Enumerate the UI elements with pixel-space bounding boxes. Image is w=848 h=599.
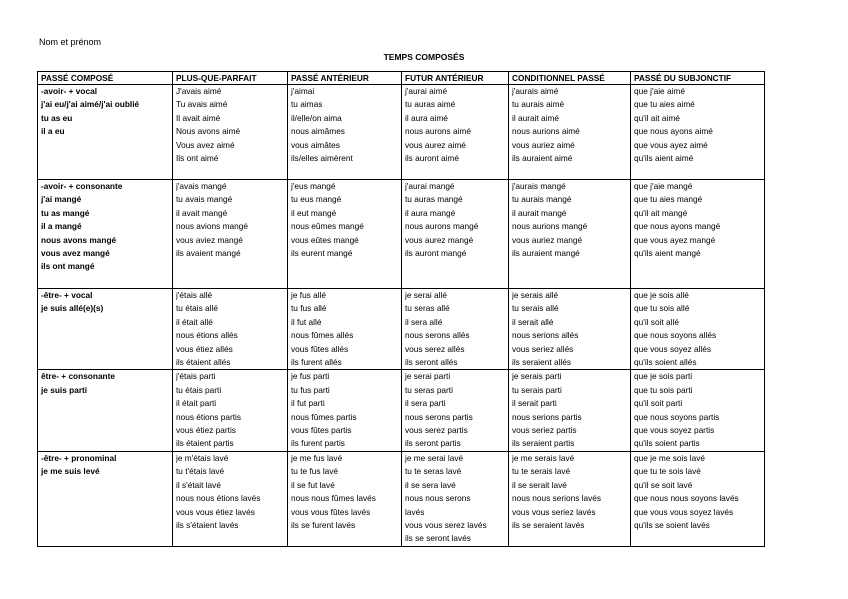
conjugation-line: qu'il se soit lavé [634,479,693,490]
table-cell [173,370,288,451]
conjugation-line: il aurait aimé [512,112,560,123]
conjugation-line: il a eu [41,126,65,137]
conjugation-line: je serais allé [512,290,559,300]
conjugation-line: j'aimai [291,86,315,96]
conjugation-line: je serais parti [512,371,562,382]
conjugation-line: vous serez allés [405,343,465,354]
conjugation-line: ils eurent mangé [291,248,353,259]
conjugation-line: il était parti [176,398,217,409]
conjugation-line: qu'ils se soient lavés [634,519,710,530]
conjugation-line: j'ai mangé [41,194,82,205]
conjugation-line: tu aimas [291,99,323,110]
conjugation-line: je m'étais lavé [176,452,229,463]
conjugation-line: ils seront allés [405,357,458,368]
conjugation-line: -être- + pronominal [41,452,117,463]
conjugation-line: que tu sois allé [634,303,690,314]
conjugation-line: je me serai lavé [405,452,464,463]
conjugation-line: j'étais allé [176,290,213,300]
conjugation-line: lavés [405,506,425,517]
conjugation-line: -être- + vocal [41,290,93,300]
conjugation-line: que nous soyons allés [634,330,717,341]
column-header: FUTUR ANTÉRIEUR [402,72,509,85]
conjugation-line: il aura mangé [405,207,456,218]
conjugation-line: ils ont mangé [41,261,95,272]
conjugation-line: qu'ils aient mangé [634,248,701,259]
conjugation-line: Nous avons aimé [176,126,241,137]
conjugation-line: Tu avais aimé [176,99,228,110]
conjugation-line: ils seraient partis [512,438,575,449]
conjugation-line: je suis allé(e)(s) [41,303,104,314]
conjugation-line: nous nous fûmes lavés [291,493,376,504]
table-cell [402,289,509,370]
conjugation-line: ils étaient allés [176,357,231,368]
table-cell [509,370,631,451]
conjugation-line: que j'aie mangé [634,181,693,191]
conjugation-line: tu fus allé [291,303,327,314]
conjugation-line: je me serais lavé [512,452,575,463]
conjugation-line: qu'il ait mangé [634,207,688,218]
table-cell [288,370,402,451]
conjugation-line: vous seriez allés [512,343,574,354]
table-cell [631,289,765,370]
conjugation-line: nous nous serons [405,493,471,504]
conjugation-line: j'avais mangé [176,181,227,191]
conjugation-line: que tu aies aimé [634,99,695,110]
conjugation-line: ils furent allés [291,357,342,368]
conjugation-line: tu seras parti [405,384,453,395]
column-header: PASSÉ ANTÉRIEUR [288,72,402,85]
conjugation-line: ils s'étaient lavés [176,519,239,530]
conjugation-line: vous étiez allés [176,343,233,354]
table-cell [509,451,631,546]
conjugation-line: tu auras aimé [405,99,456,110]
table-row [38,451,765,546]
conjugation-line: il a mangé [41,221,82,232]
conjugation-line: qu'ils aient aimé [634,153,694,164]
conjugation-table [37,71,765,547]
column-header: PLUS-QUE-PARFAIT [173,72,288,85]
conjugation-line: nous avons mangé [41,234,117,245]
conjugation-line: qu'il soit parti [634,398,683,409]
conjugation-line: il se fut lavé [291,479,335,490]
conjugation-line: vous avez mangé [41,248,110,259]
conjugation-line: ils avaient mangé [176,248,241,259]
conjugation-line: j'étais parti [176,371,216,382]
conjugation-line: j'ai eu/j'ai aimé/j'ai oublié [41,99,140,110]
conjugation-line: qu'il soit allé [634,316,679,327]
table-cell [402,451,509,546]
conjugation-line: -avoir- + consonante [41,181,123,191]
conjugation-line: il avait mangé [176,207,228,218]
table-cell [631,85,765,180]
conjugation-line: tu serais parti [512,384,562,395]
conjugation-line: J'avais aimé [176,86,222,96]
header-row [38,72,765,85]
column-header: CONDITIONNEL PASSÉ [509,72,631,85]
table-cell [509,289,631,370]
column-header: PASSÉ DU SUBJONCTIF [631,72,765,85]
conjugation-line: vous seriez partis [512,425,577,436]
conjugation-line: nous aurons aimé [405,126,471,137]
conjugation-line: ils se furent lavés [291,519,356,530]
conjugation-line: -avoir- + vocal [41,86,98,96]
column-header: PASSÉ COMPOSÉ [38,72,173,85]
conjugation-line: il se sera lavé [405,479,456,490]
conjugation-line: ils se seront lavés [405,533,471,544]
conjugation-line: il serait parti [512,398,557,409]
conjugation-line: Il avait aimé [176,112,221,123]
conjugation-line: nous étions allés [176,330,238,341]
conjugation-line: je me fus lavé [291,452,343,463]
conjugation-line: que tu aies mangé [634,194,703,205]
conjugation-line: il sera parti [405,398,446,409]
conjugation-line: tu as eu [41,112,73,123]
conjugation-line: que vous soyez partis [634,425,715,436]
conjugation-line: j'aurais aimé [512,86,559,96]
conjugation-line: nous étions partis [176,411,242,422]
conjugation-line: vous fûtes allés [291,343,349,354]
conjugation-line: que vous ayez mangé [634,234,716,245]
conjugation-line: tu te seras lavé [405,466,462,477]
table-row [38,85,765,180]
table-cell [402,180,509,289]
table-cell [38,85,173,180]
conjugation-line: que j'aie aimé [634,86,685,96]
conjugation-line: Vous avez aimé [176,139,235,150]
table-cell [402,370,509,451]
conjugation-line: que je me sois lavé [634,452,706,463]
conjugation-line: il eut mangé [291,207,337,218]
conjugation-line: je suis parti [41,384,88,395]
conjugation-line: que vous vous soyez lavés [634,506,734,517]
conjugation-line: nous serions partis [512,411,582,422]
table-cell [288,85,402,180]
table-cell [631,180,765,289]
conjugation-line: tu te fus lavé [291,466,339,477]
conjugation-line: vous aurez aimé [405,139,466,150]
conjugation-line: vous aurez mangé [405,234,474,245]
conjugation-line: que tu te sois lavé [634,466,701,477]
table-cell [631,370,765,451]
document-title: TEMPS COMPOSÉS [383,52,465,62]
conjugation-line: je serai parti [405,371,451,382]
conjugation-line: il serait allé [512,316,554,327]
conjugation-line: nous avions mangé [176,221,248,232]
conjugation-line: vous vous fûtes lavés [291,506,371,517]
conjugation-line: nous fûmes allés [291,330,354,341]
table-cell [402,85,509,180]
conjugation-line: tu étais parti [176,384,222,395]
conjugation-line: je fus parti [291,371,330,382]
table-cell [509,85,631,180]
table-cell [38,289,173,370]
conjugation-line: que nous nous soyons lavés [634,493,739,504]
conjugation-line: il fut allé [291,316,322,327]
conjugation-line: je me suis levé [41,466,100,477]
conjugation-line: ils furent partis [291,438,345,449]
conjugation-line: nous serons partis [405,411,473,422]
conjugation-line: que je sois allé [634,290,689,300]
conjugation-line: que vous ayez aimé [634,139,708,150]
conjugation-line: être- + consonante [41,371,115,382]
conjugation-line: j'aurais mangé [512,181,566,191]
conjugation-line: tu aurais aimé [512,99,565,110]
conjugation-line: vous vous seriez lavés [512,506,596,517]
conjugation-line: ils auraient aimé [512,153,573,164]
conjugation-line: nous nous serions lavés [512,493,602,504]
table-cell [173,451,288,546]
conjugation-line: il était allé [176,316,213,327]
conjugation-line: tu étais allé [176,303,218,314]
conjugation-line: que je sois parti [634,371,693,382]
conjugation-line: ils auront aimé [405,153,459,164]
conjugation-line: que nous ayons aimé [634,126,713,137]
table-cell [509,180,631,289]
conjugation-line: vous fûtes partis [291,425,352,436]
conjugation-line: ils seront partis [405,438,461,449]
table-cell [288,180,402,289]
conjugation-line: qu'ils soient partis [634,438,700,449]
conjugation-line: ils/elles aimèrent [291,153,353,164]
table-cell [173,85,288,180]
conjugation-line: ils seraient allés [512,357,572,368]
conjugation-line: vous serez partis [405,425,468,436]
conjugation-line: vous vous serez lavés [405,519,487,530]
table-cell [38,180,173,289]
conjugation-line: ils se seraient lavés [512,519,585,530]
conjugation-line: ils auraient mangé [512,248,580,259]
conjugation-line: que nous ayons mangé [634,221,721,232]
conjugation-line: tu aurais mangé [512,194,572,205]
conjugation-line: que tu sois parti [634,384,693,395]
conjugation-line: il se serait lavé [512,479,567,490]
conjugation-line: vous eûtes mangé [291,234,359,245]
conjugation-line: je fus allé [291,290,327,300]
conjugation-line: tu auras mangé [405,194,463,205]
conjugation-line: ils étaient partis [176,438,234,449]
conjugation-line: qu'il ait aimé [634,112,680,123]
conjugation-line: il aura aimé [405,112,448,123]
conjugation-line: tu seras allé [405,303,450,314]
conjugation-line: il aurait mangé [512,207,567,218]
conjugation-line: il s'était lavé [176,479,221,490]
table-row [38,289,765,370]
conjugation-line: nous serons allés [405,330,470,341]
conjugation-line: tu fus parti [291,384,330,395]
conjugation-line: nous fûmes partis [291,411,357,422]
conjugation-line: nous nous étions lavés [176,493,261,504]
conjugation-line: il/elle/on aima [291,112,342,123]
table-cell [288,451,402,546]
table-row [38,370,765,451]
table-cell [38,451,173,546]
conjugation-line: nous aurons mangé [405,221,479,232]
conjugation-line: vous étiez partis [176,425,236,436]
conjugation-line: que vous soyez allés [634,343,712,354]
table-cell [173,289,288,370]
table-cell [631,451,765,546]
conjugation-line: Ils ont aimé [176,153,219,164]
conjugation-line: vous auriez mangé [512,234,583,245]
conjugation-line: j'aurai aimé [405,86,448,96]
conjugation-line: tu avais mangé [176,194,233,205]
conjugation-line: qu'ils soient allés [634,357,697,368]
conjugation-line: j'eus mangé [291,181,336,191]
conjugation-line: nous serions allés [512,330,579,341]
table-cell [288,289,402,370]
conjugation-line: tu eus mangé [291,194,342,205]
conjugation-line: vous auriez aimé [512,139,575,150]
conjugation-line: tu serais allé [512,303,559,314]
table-cell [38,370,173,451]
conjugation-line: j'aurai mangé [405,181,455,191]
conjugation-line: ils auront mangé [405,248,467,259]
conjugation-line: tu t'étais lavé [176,466,225,477]
table-cell [173,180,288,289]
conjugation-line: tu as mangé [41,207,90,218]
conjugation-line: nous aimâmes [291,126,345,137]
conjugation-line: nous eûmes mangé [291,221,364,232]
name-label: Nom et prénom [39,37,102,47]
conjugation-line: il sera allé [405,316,443,327]
conjugation-line: vous vous étiez lavés [176,506,255,517]
conjugation-line: nous aurions aimé [512,126,580,137]
conjugation-line: nous aurions mangé [512,221,588,232]
conjugation-line: vous aimâtes [291,139,340,150]
conjugation-line: que nous soyons partis [634,411,720,422]
conjugation-line: tu te serais lavé [512,466,571,477]
conjugation-line: il fut parti [291,398,325,409]
conjugation-line: je serai allé [405,290,447,300]
conjugation-line: vous aviez mangé [176,234,243,245]
table-row [38,180,765,289]
